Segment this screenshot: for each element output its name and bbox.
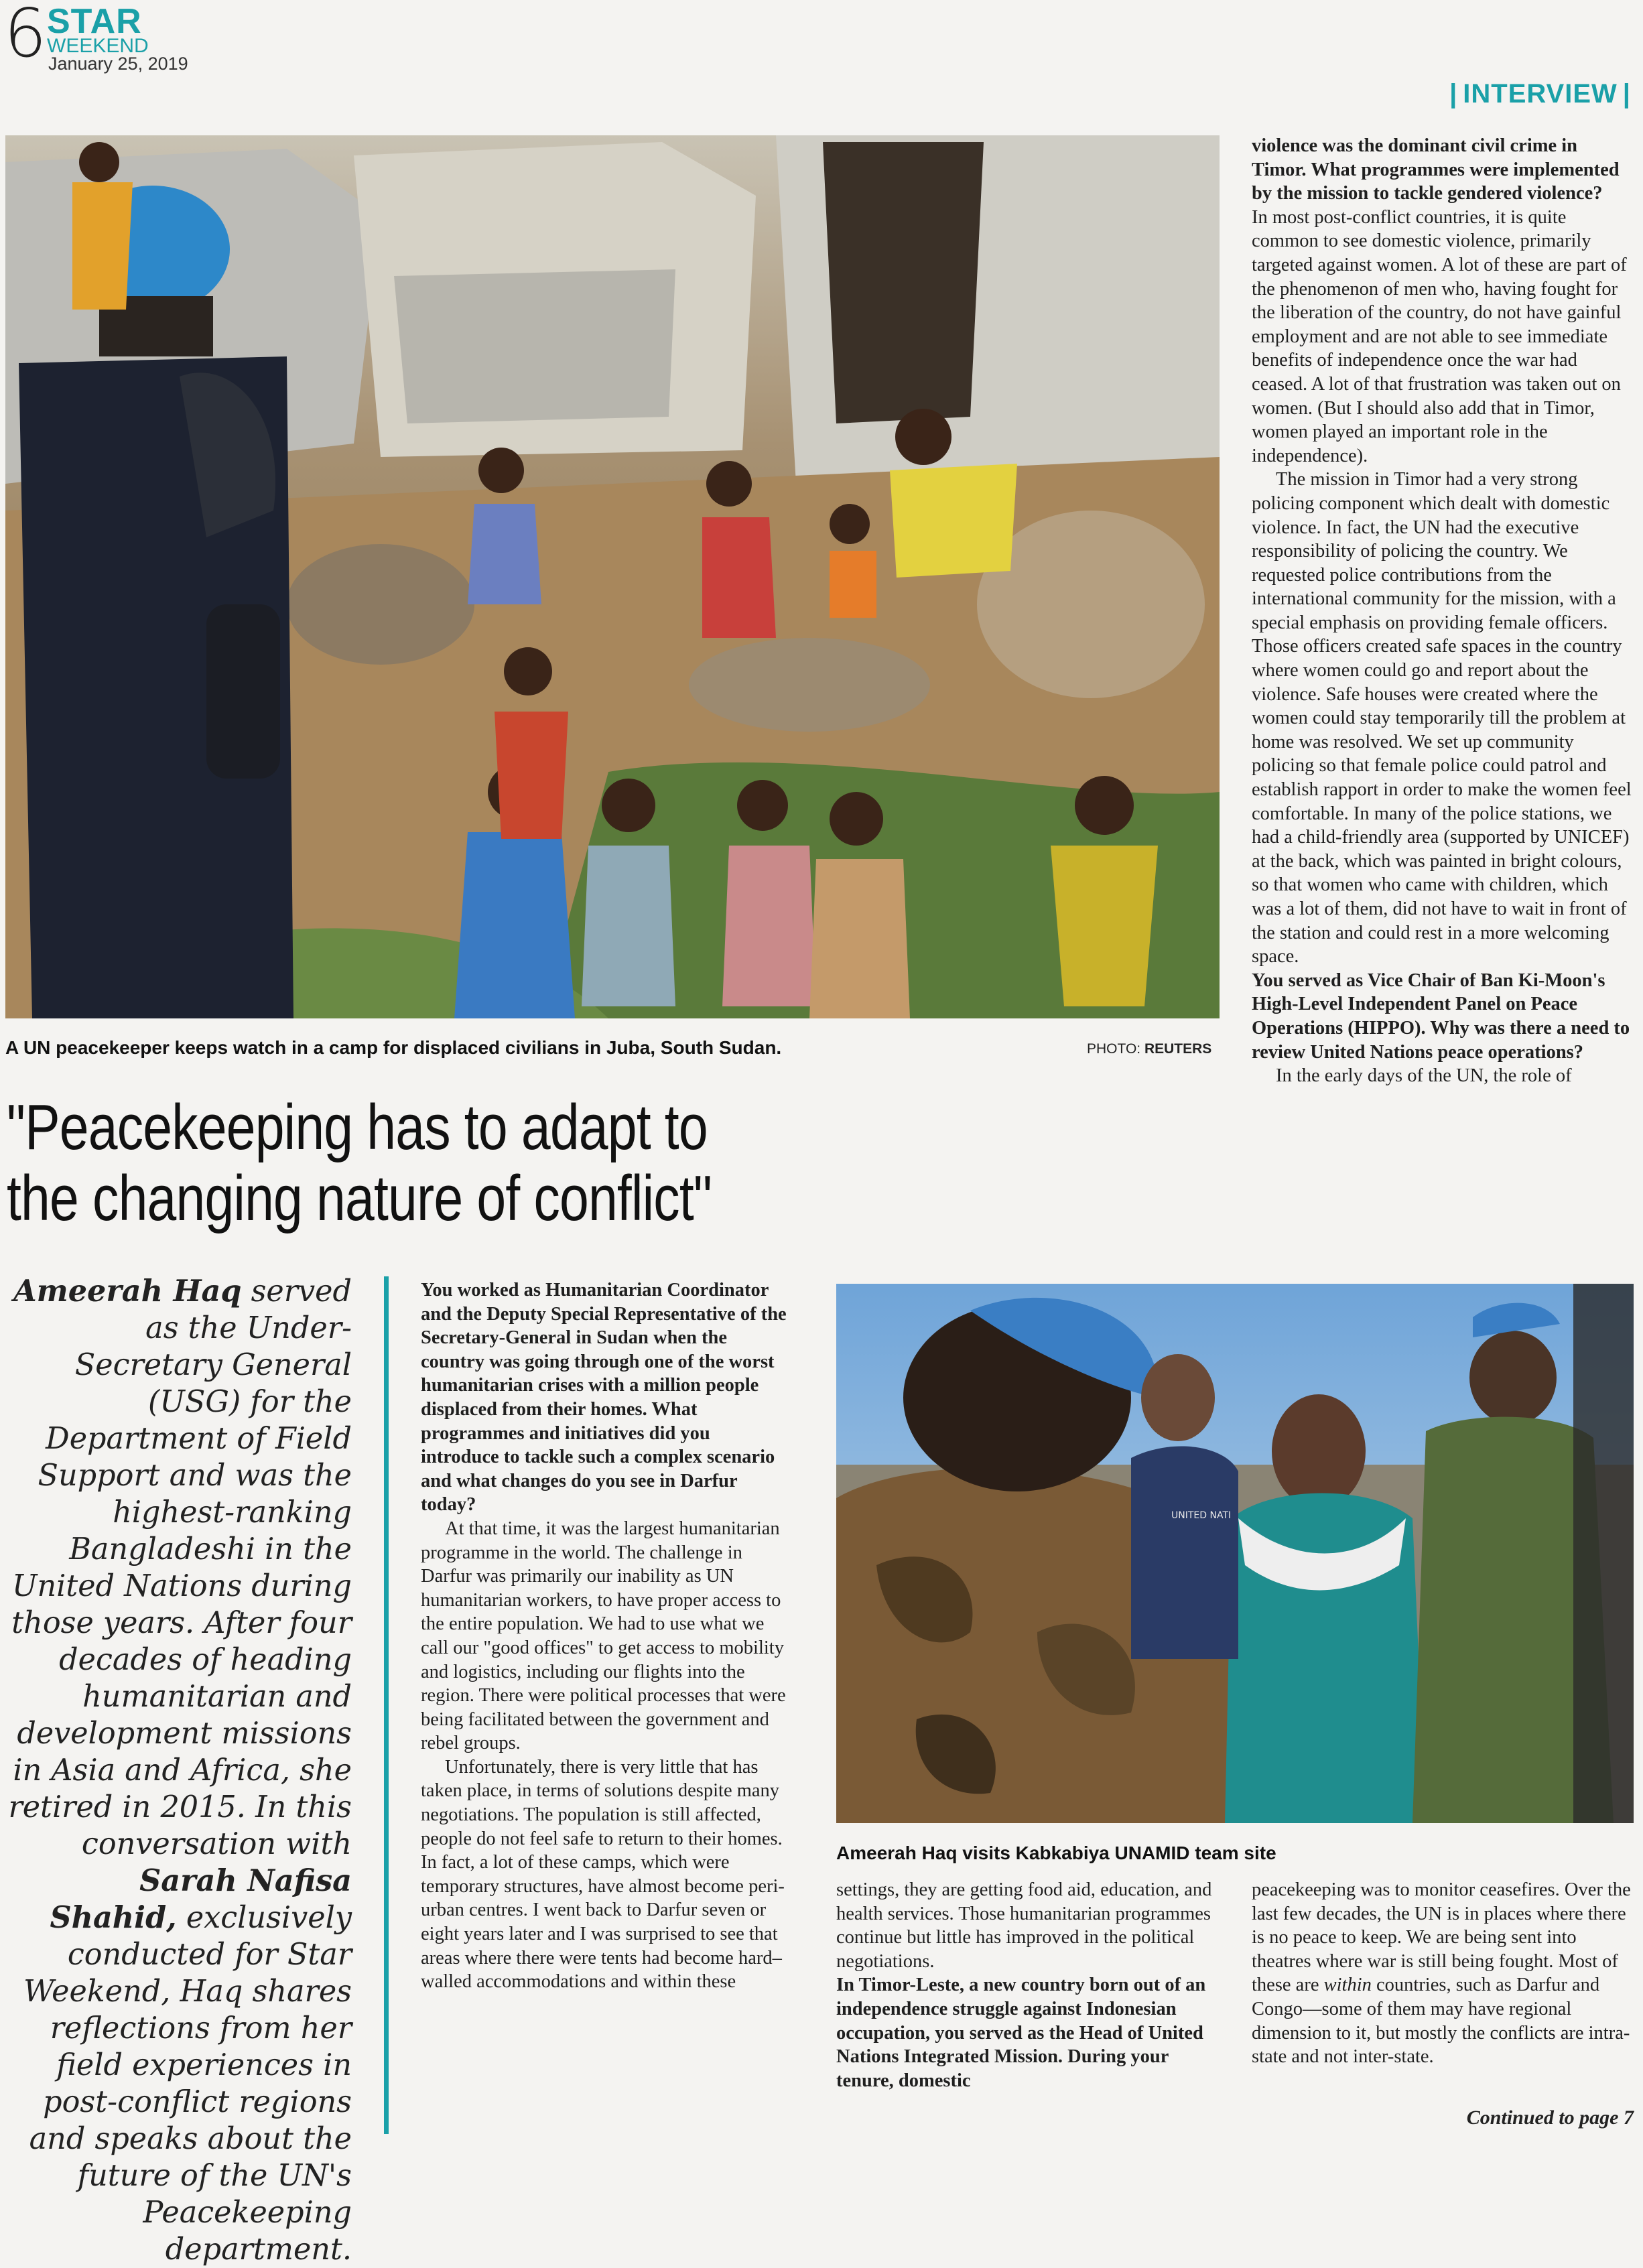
section-label: | INTERVIEW |: [1449, 79, 1631, 109]
kabkabiya-photo-caption: Ameerah Haq visits Kabkabiya UNAMID team site: [836, 1843, 1276, 1863]
camp-photo-credit: [1087, 1041, 1211, 1057]
answer-timor-1: In most post-conflict countries, it is quite common to see domestic violence, primarily targeted against women. A lot of these are part of the phenomenon of men who, having fought for the liberation of the country, do not have gainful employment and are not able to see immediate benefits of independence once the war had ceased. A lot of that frustration was taken out on women. (But I should also add that in Timor, women played an important role in the independence).: [1252, 206, 1627, 466]
right-column: [1252, 134, 1634, 1088]
question-darfur: You worked as Humanitarian Coordinator and the Deputy Special Representative of the Secretary-General in Sudan when the country was going through one of the worst humanitarian crises with a million people displaced from their homes. What programmes and initiatives did you introduce to tackle such a complex scenario and what changes do you see in Darfur today?: [421, 1280, 787, 1516]
intro-divider-rule: [384, 1276, 389, 2134]
answer-darfur-1: At that time, it was the largest humanitarian programme in the world. The challenge in Darfur was primarily our inability as UN humanitarian workers, to have proper access to the entire population. We had to use what we call our "good offices" to get access to mobility and logistics, including our flights into the region. There were political processes that were being facilitated between the government and rebel groups.: [421, 1518, 786, 1754]
article-intro: [7, 1273, 352, 2268]
camp-photo-caption: A UN peacekeeper keeps watch in a camp for displaced civilians in Juba, South Sudan.: [5, 1037, 782, 1058]
answer-hippo-continued: [1252, 1878, 1634, 2069]
kabkabiya-photo: [836, 1284, 1634, 1823]
brand-weekend: WEEKEND: [47, 35, 149, 57]
question-timor-continued: violence was the dominant civil crime in Timor. What programmes were implemented by the mission to tackle gendered violence?: [1252, 135, 1620, 204]
bottom-right-column: [1252, 1878, 1634, 2069]
article-headline: "Peacekeeping has to adapt to the changing nature of conflict": [7, 1091, 712, 1234]
credit-source: REUTERS: [1144, 1041, 1212, 1057]
vest-lettering: UNITED NATI: [1171, 1510, 1232, 1521]
intro-text-2: exclusively conducted for Star Weekend, Haq shares reflections from her field experiences in post-conflict regions and speaks about the future of the UN's Peacekeeping department.: [23, 1901, 352, 2267]
answer-darfur-2: Unfortunately, there is very little that has taken place, in terms of solutions despite many negotiations. The population is still affected, people do not feel safe to return to their homes. In fact, a lot of these camps, which were temporary structures, have almost become peri-urban centres. I went back to Darfur seven or eight years later and I was surprised to see that areas where there were tents had become hard–walled accommodations and within these: [421, 1756, 785, 1993]
question-hippo: You served as Vice Chair of Ban Ki-Moon's High-Level Independent Panel on Peace Operations (HIPPO). Why was there a need to review United Nations peace operations?: [1252, 970, 1630, 1063]
continued-link[interactable]: Continued to page 7: [1466, 2107, 1634, 2129]
brand-star: STAR: [47, 2, 142, 41]
issue-date: January 25, 2019: [48, 54, 188, 74]
question-timor: In Timor-Leste, a new country born out of an independence struggle against Indonesian occupation, you served as the Head of United Nations Integrated Mission. During your tenure, domestic: [836, 1975, 1206, 2091]
answer-hippo-emphasis: within: [1323, 1975, 1372, 1996]
answer-hippo-text-1: peacekeeping was to monitor ceasefires. Over the last few decades, the UN is in places where there is no peace to keep. We are being sent into theatres where war is still being fought. Most of these are: [1252, 1879, 1631, 1996]
kabkabiya-photo-illustration: [836, 1284, 1634, 1823]
camp-photo-illustration: [5, 135, 1220, 1018]
section-title: INTERVIEW: [1463, 79, 1618, 109]
camp-photo: [5, 135, 1220, 1018]
answer-hippo-text-2: countries, such as Darfur and Congo—some of them may have regional dimension to it, but mostly the conflicts are intra-state and not inter-state.: [1252, 1975, 1630, 2068]
middle-column: [421, 1278, 793, 1994]
answer-hippo: In the early days of the UN, the role of: [1276, 1065, 1572, 1087]
answer-darfur-continued: settings, they are getting food aid, education, and health services. Those humanitarian programmes continue but little has improved in the political negotiations.: [836, 1879, 1212, 1972]
intro-subject-name: Ameerah Haq: [13, 1274, 242, 1309]
answer-timor-2: The mission in Timor had a very strong policing component which dealt with domestic violence. In fact, the UN had the executive responsibility of policing the country. We requested police contributions from the international community for the mission, with a special emphasis on providing female officers. Those officers created safe spaces in the country where women could go and report about the violence. Safe houses were created where the women could stay temporarily till the problem at home was resolved. We set up community policing so that female police could patrol and establish rapport in order to make the women feel comfortable. In many of the police stations, we had a child-friendly area (supported by UNICEF) at the back, which was painted in bright colours, so that women who came with children, which was a lot of them, did not have to wait in front of the station and could rest in a more welcoming space.: [1252, 469, 1632, 968]
intro-text-1: served as the Under-Secretary General (USG) for the Department of Field Support and was the highest-ranking Bangladeshi in the United Nations during those years. After four decades of heading humanitarian and development missions in Asia and Africa, she retired in 2015. In this conversation with: [8, 1274, 352, 1861]
bottom-middle-column: [836, 1878, 1217, 2092]
page-number: 6: [4, 0, 47, 72]
intro-interviewer-name: Sarah Nafisa Shahid,: [50, 1863, 352, 1935]
credit-label: PHOTO:: [1087, 1041, 1141, 1057]
brand-logo: [47, 4, 149, 56]
